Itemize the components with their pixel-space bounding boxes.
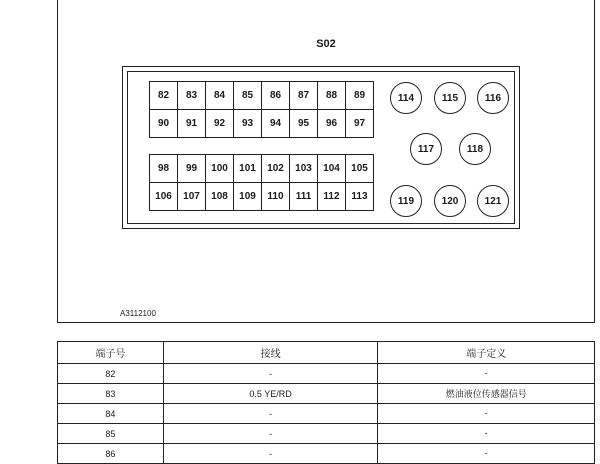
pin-cell: 94 [262,110,290,138]
terminal-number-cell: 86 [58,444,164,464]
pin-cell: 111 [290,183,318,211]
header-terminal-definition: 端子定义 [378,342,595,364]
terminal-number-cell: 84 [58,404,164,424]
round-pin: 115 [434,82,466,114]
round-pin: 120 [434,185,466,217]
pin-cell: 113 [346,183,374,211]
round-pin: 117 [410,133,442,165]
round-pin: 118 [459,133,491,165]
pin-cell: 105 [346,155,374,183]
pin-row [150,82,374,110]
round-pin: 119 [390,185,422,217]
wiring-cell: - [163,424,378,444]
pin-cell: 86 [262,82,290,110]
definition-cell: - [378,404,595,424]
table-row [58,424,595,444]
pin-cell: 90 [150,110,178,138]
pin-row [150,110,374,138]
terminal-number-cell: 85 [58,424,164,444]
pin-cell: 91 [178,110,206,138]
pin-grid-bottom [149,154,374,211]
pin-grid-top [149,81,374,138]
pin-cell: 89 [346,82,374,110]
terminal-table [57,341,595,464]
table-row [58,404,595,424]
pin-cell: 106 [150,183,178,211]
connector-diagram [57,0,595,323]
header-wiring: 接线 [163,342,378,364]
pin-cell: 101 [234,155,262,183]
pin-cell: 95 [290,110,318,138]
table-row [58,444,595,464]
pin-row [150,155,374,183]
terminal-number-cell: 83 [58,384,164,404]
pin-cell: 96 [318,110,346,138]
wiring-cell: - [163,444,378,464]
pin-cell: 103 [290,155,318,183]
pin-cell: 99 [178,155,206,183]
pin-row [150,183,374,211]
definition-cell: - [378,424,595,444]
wiring-cell: - [163,404,378,424]
pin-cell: 85 [234,82,262,110]
pin-cell: 97 [346,110,374,138]
pin-cell: 100 [206,155,234,183]
round-pin: 116 [477,82,509,114]
table-row [58,364,595,384]
definition-cell: - [378,364,595,384]
pin-cell: 107 [178,183,206,211]
pin-cell: 92 [206,110,234,138]
pin-cell: 82 [150,82,178,110]
pin-cell: 112 [318,183,346,211]
pin-cell: 93 [234,110,262,138]
pin-cell: 109 [234,183,262,211]
round-pin: 121 [477,185,509,217]
table-row [58,384,595,404]
pin-cell: 98 [150,155,178,183]
header-terminal-number: 端子号 [58,342,164,364]
pin-cell: 102 [262,155,290,183]
wiring-cell: - [163,364,378,384]
wiring-cell: 0.5 YE/RD [163,384,378,404]
pin-cell: 84 [206,82,234,110]
connector-title: S02 [316,38,336,50]
table-header-row [58,342,595,364]
round-pin: 114 [390,82,422,114]
image-code: A3112100 [120,309,156,318]
definition-cell: 燃油液位传感器信号 [378,384,595,404]
terminal-number-cell: 82 [58,364,164,384]
pin-cell: 108 [206,183,234,211]
definition-cell: - [378,444,595,464]
connector-face [127,71,515,224]
pin-cell: 87 [290,82,318,110]
pin-cell: 110 [262,183,290,211]
pin-cell: 83 [178,82,206,110]
pin-cell: 104 [318,155,346,183]
connector-outline [122,66,520,229]
pin-cell: 88 [318,82,346,110]
